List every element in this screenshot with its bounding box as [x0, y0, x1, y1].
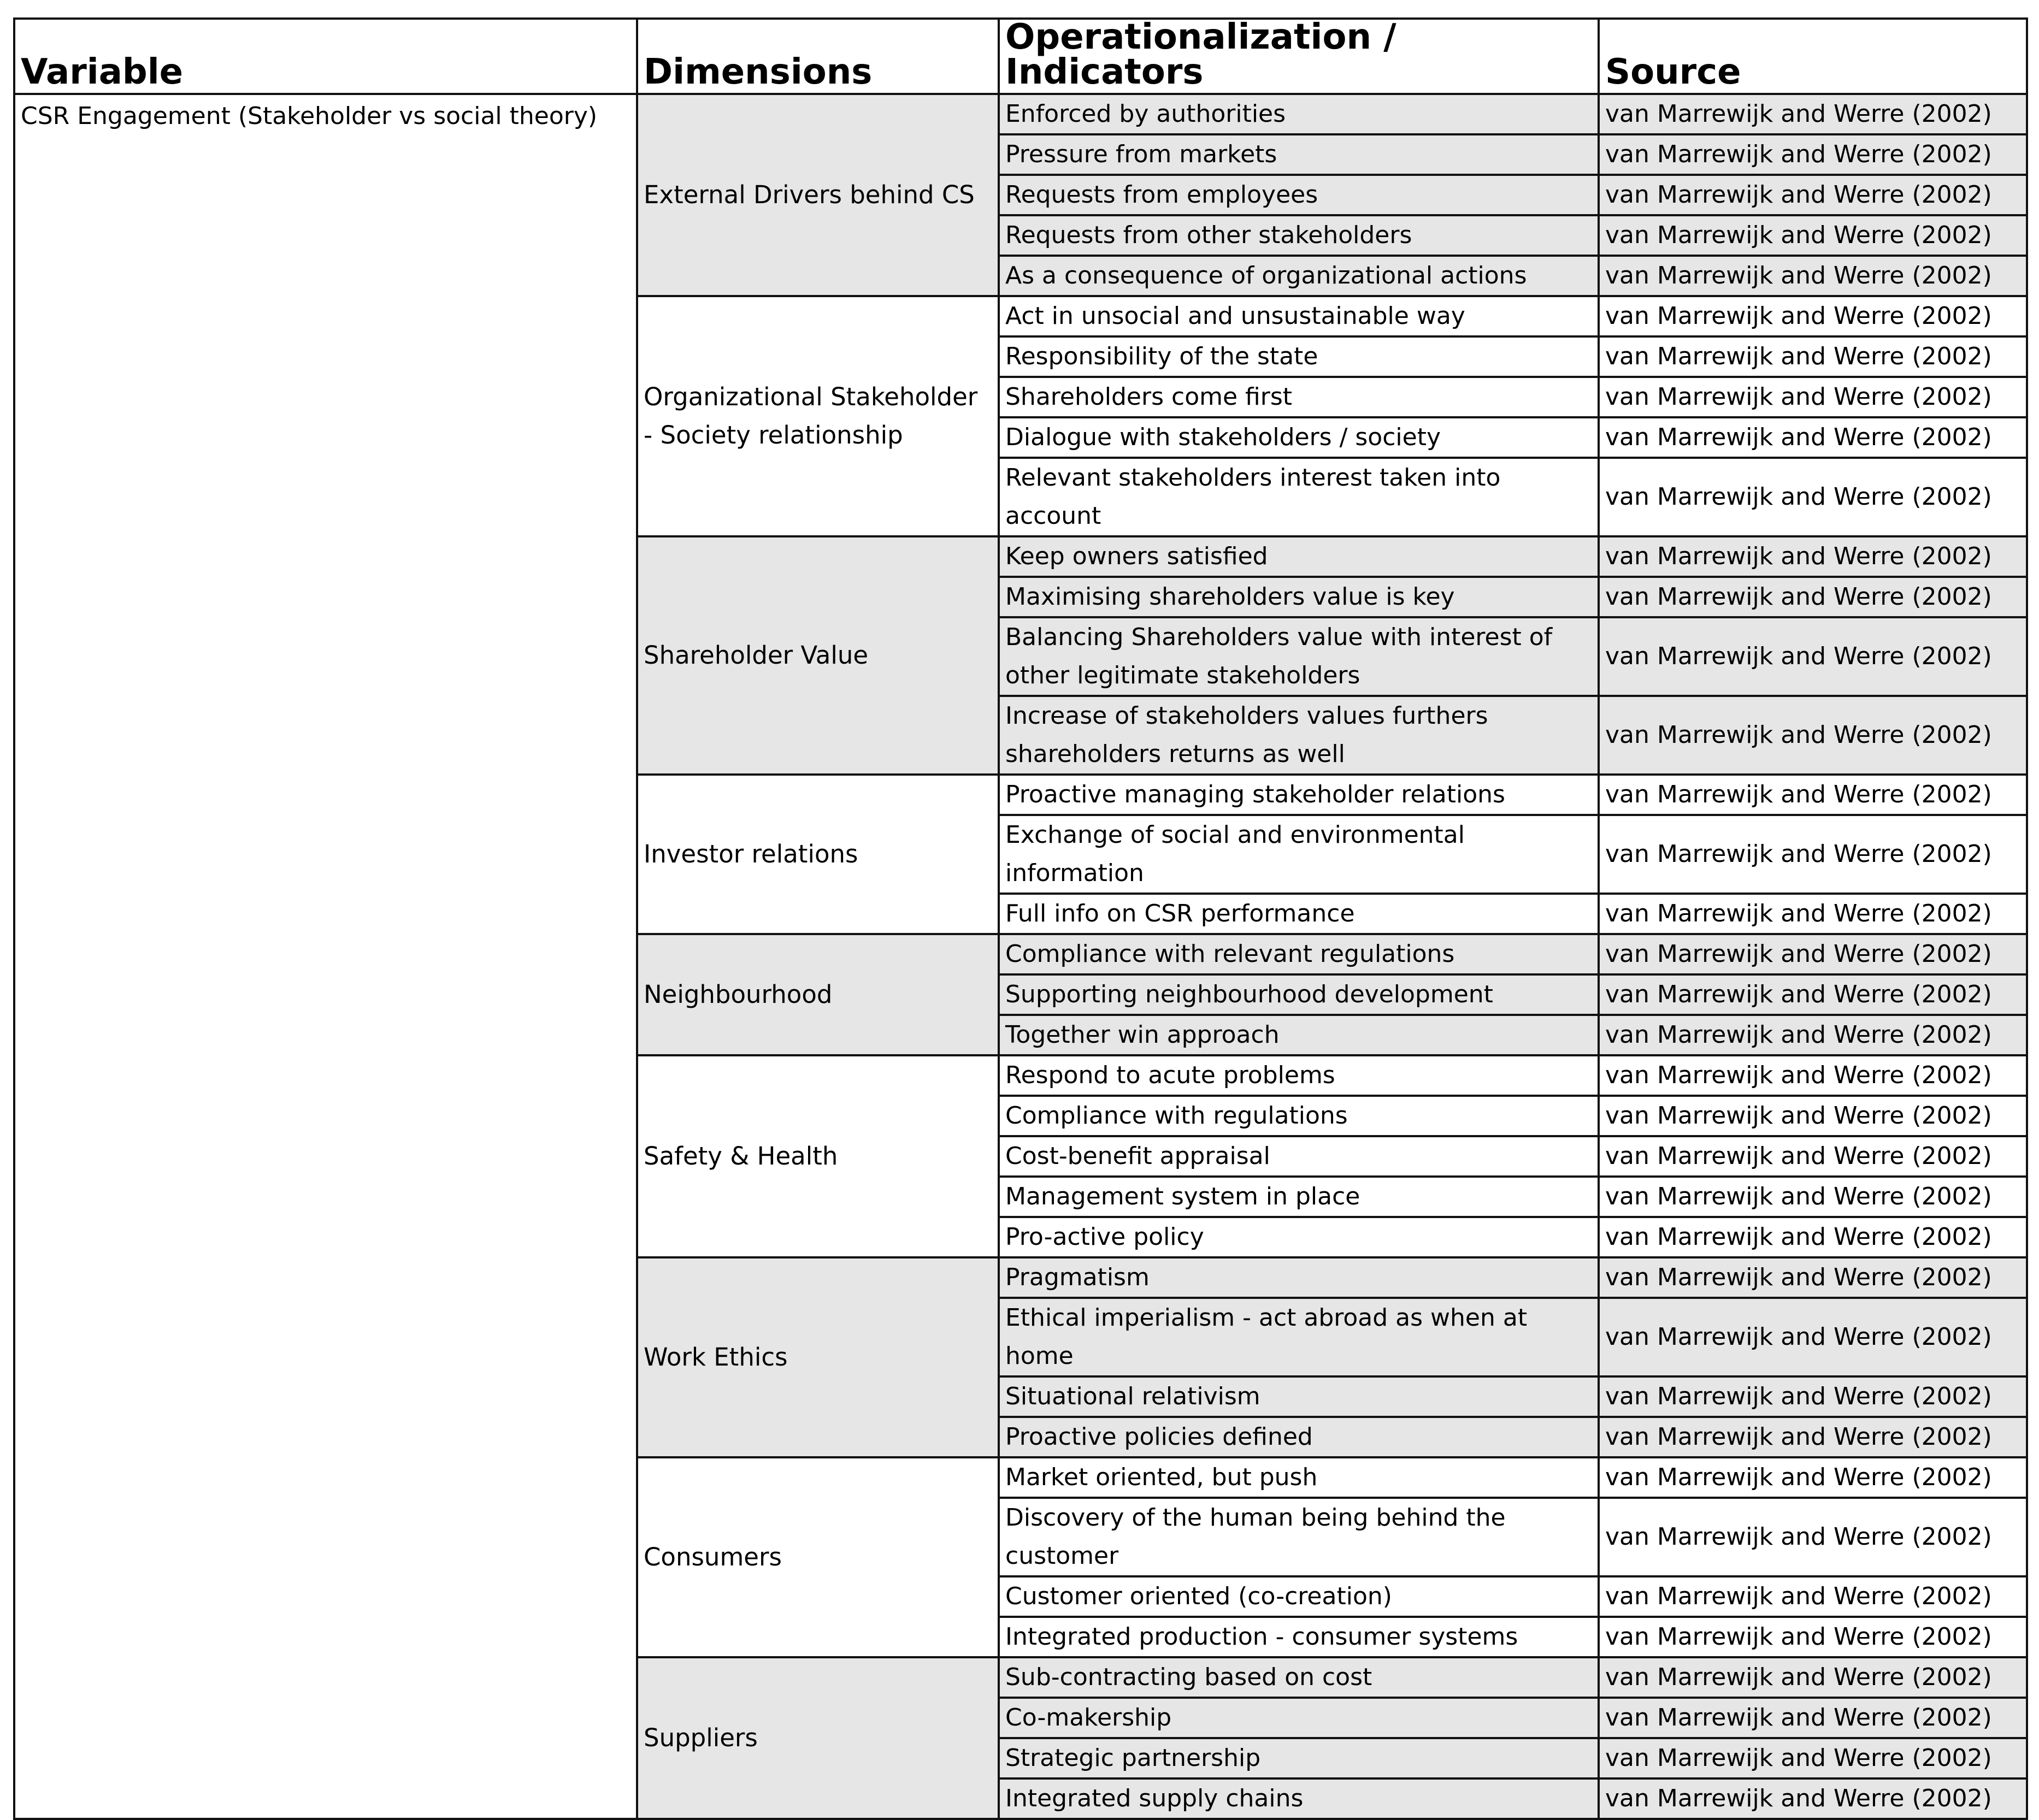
indicator-cell: Proactive policies defined [999, 1417, 1599, 1457]
header-variable: Variable [14, 19, 637, 94]
source-cell: van Marrewijk and Werre (2002) [1599, 175, 2027, 215]
source-cell: van Marrewijk and Werre (2002) [1599, 296, 2027, 336]
source-cell: van Marrewijk and Werre (2002) [1599, 1257, 2027, 1298]
indicator-cell: Pressure from markets [999, 134, 1599, 175]
table-row [14, 94, 2027, 134]
source-cell: van Marrewijk and Werre (2002) [1599, 1298, 2027, 1376]
indicator-cell: Cost-benefit appraisal [999, 1136, 1599, 1177]
indicator-cell: Relevant stakeholders interest taken into account [999, 458, 1599, 536]
indicator-cell: Enforced by authorities [999, 94, 1599, 134]
source-cell: van Marrewijk and Werre (2002) [1599, 215, 2027, 256]
indicator-cell: Market oriented, but push [999, 1457, 1599, 1498]
source-cell: van Marrewijk and Werre (2002) [1599, 417, 2027, 458]
source-cell: van Marrewijk and Werre (2002) [1599, 1417, 2027, 1457]
header-row [14, 19, 2027, 94]
indicator-cell: Full info on CSR performance [999, 894, 1599, 934]
source-cell: van Marrewijk and Werre (2002) [1599, 1177, 2027, 1217]
indicator-cell: Proactive managing stakeholder relations [999, 775, 1599, 815]
indicator-cell: Situational relativism [999, 1376, 1599, 1417]
source-cell: van Marrewijk and Werre (2002) [1599, 1376, 2027, 1417]
dimension-cell: Shareholder Value [637, 536, 999, 775]
indicator-cell: Pro-active policy [999, 1217, 1599, 1257]
source-cell: van Marrewijk and Werre (2002) [1599, 577, 2027, 617]
source-cell: van Marrewijk and Werre (2002) [1599, 617, 2027, 696]
indicator-cell: Compliance with regulations [999, 1096, 1599, 1136]
source-cell: van Marrewijk and Werre (2002) [1599, 1457, 2027, 1498]
source-cell: van Marrewijk and Werre (2002) [1599, 134, 2027, 175]
indicator-cell: Act in unsocial and unsustainable way [999, 296, 1599, 336]
indicator-cell: Keep owners satisfied [999, 536, 1599, 577]
indicator-cell: Management system in place [999, 1177, 1599, 1217]
dimension-cell: Safety & Health [637, 1055, 999, 1257]
indicator-cell: Supporting neighbourhood development [999, 974, 1599, 1015]
indicator-cell: Compliance with relevant regulations [999, 934, 1599, 974]
dimension-cell: Organizational Stakeholder - Society relationship [637, 296, 999, 536]
header-indicators: Operationalization / Indicators [999, 19, 1599, 94]
header-dimensions: Dimensions [637, 19, 999, 94]
source-cell: van Marrewijk and Werre (2002) [1599, 1096, 2027, 1136]
source-cell: van Marrewijk and Werre (2002) [1599, 94, 2027, 134]
source-cell: van Marrewijk and Werre (2002) [1599, 256, 2027, 296]
source-cell: van Marrewijk and Werre (2002) [1599, 1617, 2027, 1657]
source-cell: van Marrewijk and Werre (2002) [1599, 1576, 2027, 1617]
source-cell: van Marrewijk and Werre (2002) [1599, 1217, 2027, 1257]
source-cell: van Marrewijk and Werre (2002) [1599, 1738, 2027, 1778]
source-cell: van Marrewijk and Werre (2002) [1599, 1498, 2027, 1576]
indicator-cell: As a consequence of organizational actions [999, 256, 1599, 296]
variable-cell: CSR Engagement (Stakeholder vs social theory) [14, 94, 637, 1819]
indicator-cell: Customer oriented (co-creation) [999, 1576, 1599, 1617]
source-cell: van Marrewijk and Werre (2002) [1599, 377, 2027, 417]
indicator-cell: Respond to acute problems [999, 1055, 1599, 1096]
operationalization-table [13, 17, 2028, 1820]
indicator-cell: Balancing Shareholders value with interest of other legitimate stakeholders [999, 617, 1599, 696]
source-cell: van Marrewijk and Werre (2002) [1599, 696, 2027, 775]
source-cell: van Marrewijk and Werre (2002) [1599, 458, 2027, 536]
table-body [14, 94, 2027, 1819]
source-cell: van Marrewijk and Werre (2002) [1599, 894, 2027, 934]
source-cell: van Marrewijk and Werre (2002) [1599, 336, 2027, 377]
dimension-cell: External Drivers behind CS [637, 94, 999, 296]
source-cell: van Marrewijk and Werre (2002) [1599, 775, 2027, 815]
dimension-cell: Neighbourhood [637, 934, 999, 1055]
indicator-cell: Integrated production - consumer systems [999, 1617, 1599, 1657]
indicator-cell: Requests from other stakeholders [999, 215, 1599, 256]
indicator-cell: Shareholders come first [999, 377, 1599, 417]
indicator-cell: Increase of stakeholders values furthers shareholders returns as well [999, 696, 1599, 775]
source-cell: van Marrewijk and Werre (2002) [1599, 1055, 2027, 1096]
indicator-cell: Together win approach [999, 1015, 1599, 1055]
source-cell: van Marrewijk and Werre (2002) [1599, 934, 2027, 974]
indicator-cell: Co-makership [999, 1698, 1599, 1738]
indicator-cell: Requests from employees [999, 175, 1599, 215]
indicator-cell: Sub-contracting based on cost [999, 1657, 1599, 1698]
indicator-cell: Discovery of the human being behind the customer [999, 1498, 1599, 1576]
dimension-cell: Consumers [637, 1457, 999, 1657]
indicator-cell: Exchange of social and environmental information [999, 815, 1599, 894]
dimension-cell: Suppliers [637, 1657, 999, 1819]
indicator-cell: Ethical imperialism - act abroad as when at home [999, 1298, 1599, 1376]
indicator-cell: Responsibility of the state [999, 336, 1599, 377]
source-cell: van Marrewijk and Werre (2002) [1599, 536, 2027, 577]
indicator-cell: Pragmatism [999, 1257, 1599, 1298]
indicator-cell: Maximising shareholders value is key [999, 577, 1599, 617]
indicator-cell: Integrated supply chains [999, 1778, 1599, 1819]
source-cell: van Marrewijk and Werre (2002) [1599, 1015, 2027, 1055]
source-cell: van Marrewijk and Werre (2002) [1599, 1778, 2027, 1819]
source-cell: van Marrewijk and Werre (2002) [1599, 815, 2027, 894]
source-cell: van Marrewijk and Werre (2002) [1599, 974, 2027, 1015]
dimension-cell: Investor relations [637, 775, 999, 934]
indicator-cell: Dialogue with stakeholders / society [999, 417, 1599, 458]
source-cell: van Marrewijk and Werre (2002) [1599, 1657, 2027, 1698]
source-cell: van Marrewijk and Werre (2002) [1599, 1698, 2027, 1738]
source-cell: van Marrewijk and Werre (2002) [1599, 1136, 2027, 1177]
header-source: Source [1599, 19, 2027, 94]
indicator-cell: Strategic partnership [999, 1738, 1599, 1778]
dimension-cell: Work Ethics [637, 1257, 999, 1457]
